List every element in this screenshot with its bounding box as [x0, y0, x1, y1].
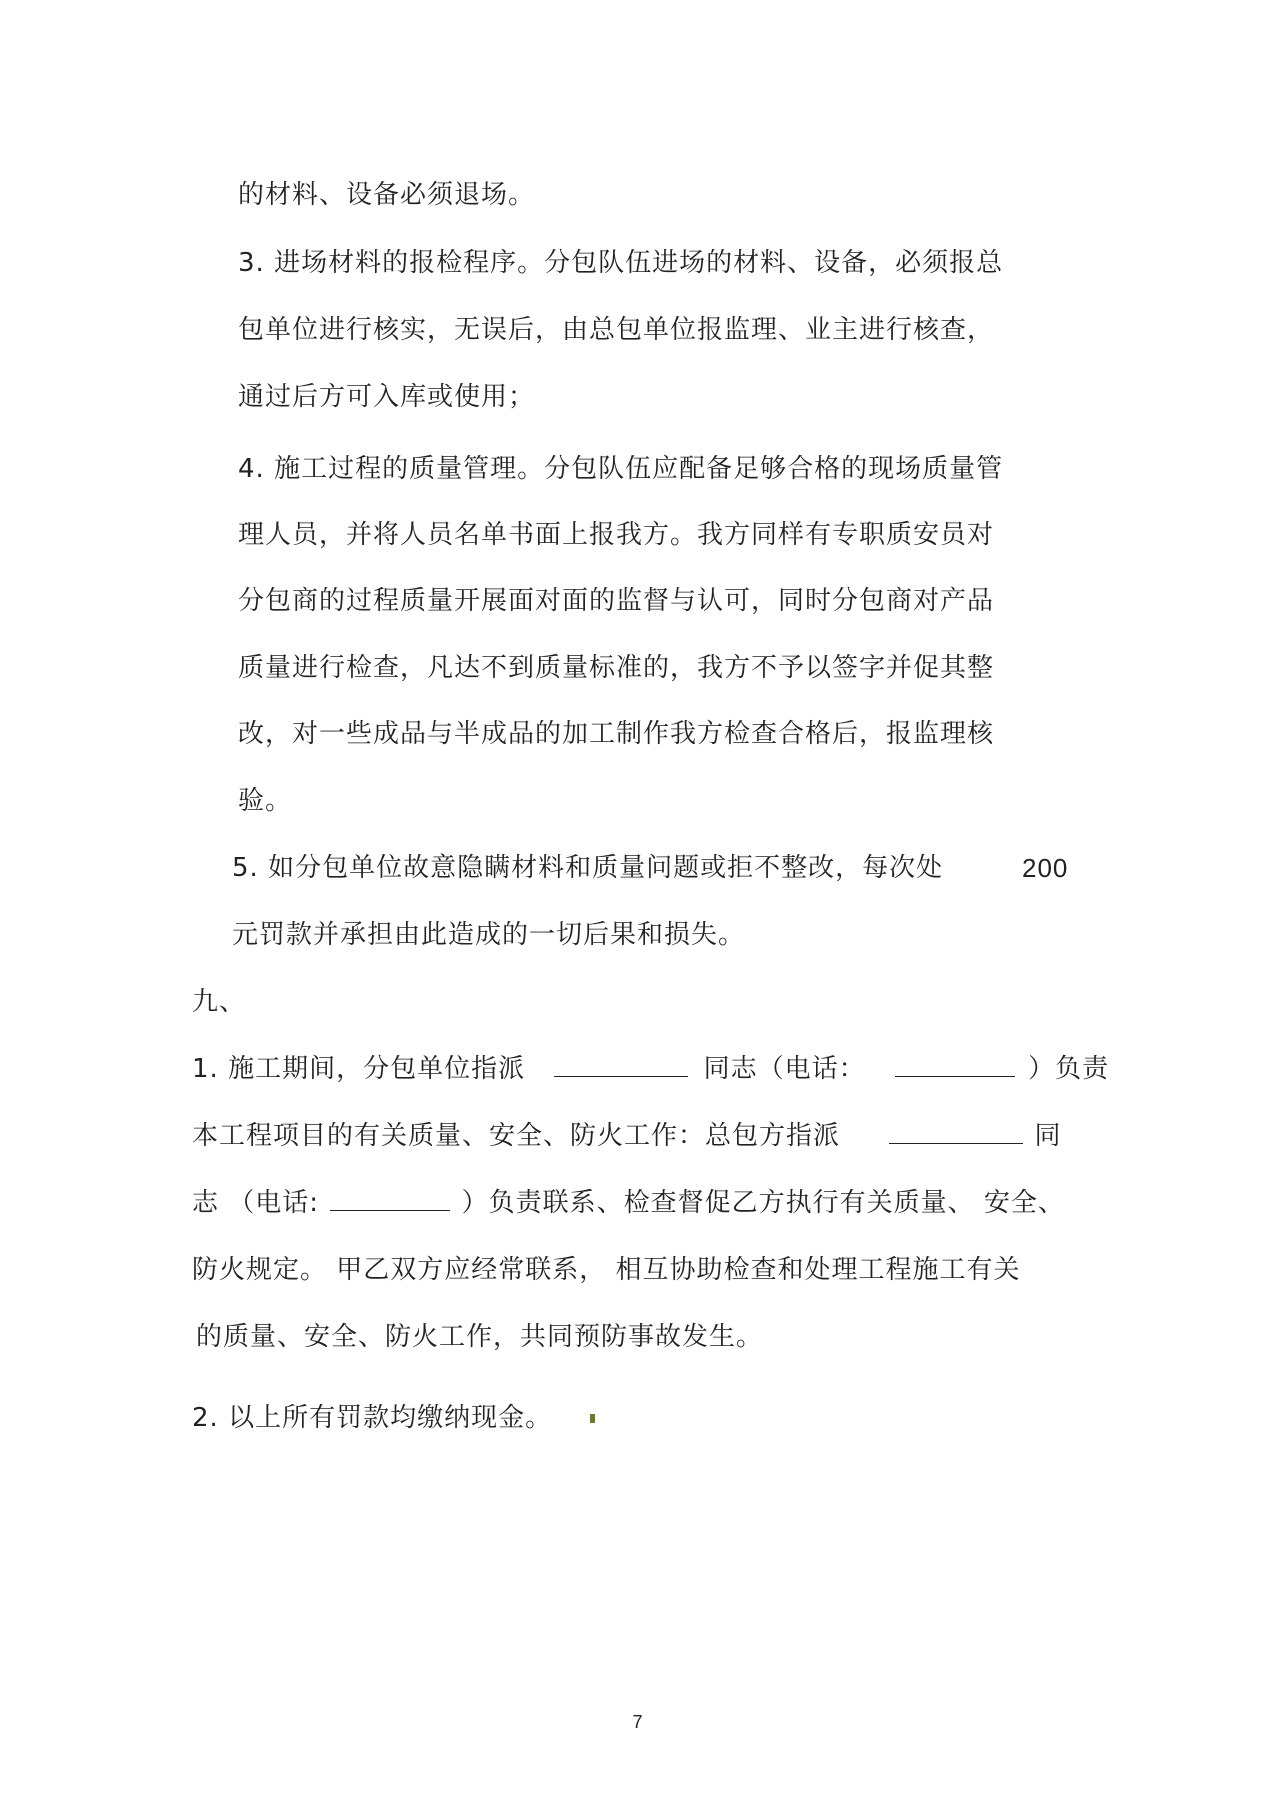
blank-line [330, 1188, 450, 1211]
section-9-line-3 [192, 1186, 1065, 1220]
blank-line [554, 1054, 688, 1077]
text-segment: 志 （电话: [192, 1188, 320, 1218]
text-segment: 同志（电话： [703, 1054, 866, 1084]
text-segment: 同 [1034, 1121, 1062, 1151]
text-segment: 1. 施工期间，分包单位指派 [192, 1054, 526, 1084]
section-9-line-6: 2. 以上所有罚款均缴纳现金。 [192, 1403, 553, 1433]
section-9-line-4: 防火规定。 甲乙双方应经常联系， 相互协助检查和处理工程施工有关 [192, 1255, 1021, 1285]
paragraph-line: 质量进行检查，凡达不到质量标准的，我方不予以签字并促其整 [238, 653, 995, 683]
paragraph-line: 包单位进行核实，无误后，由总包单位报监理、业主进行核查， [238, 315, 995, 345]
paragraph-line: 理人员，并将人员名单书面上报我方。我方同样有专职质安员对 [238, 520, 995, 550]
page-number: 7 [632, 1712, 643, 1732]
section-heading: 九、 [192, 987, 247, 1017]
paragraph-line: 改，对一些成品与半成品的加工制作我方检查合格后，报监理核 [238, 719, 995, 749]
paragraph-line: 3. 进场材料的报检程序。分包队伍进场的材料、设备，必须报总 [238, 248, 1004, 278]
blank-line [889, 1121, 1023, 1144]
section-9-line-2 [192, 1119, 1062, 1153]
item-5-text: 5. 如分包单位故意隐瞒材料和质量问题或拒不整改，每次处 [232, 853, 944, 883]
paragraph-line: 验。 [238, 786, 293, 816]
blank-line [895, 1054, 1015, 1077]
section-9-line-5: 的质量、安全、防火工作，共同预防事故发生。 [196, 1322, 764, 1352]
text-segment: 本工程项目的有关质量、安全、防火工作：总包方指派 [192, 1121, 841, 1151]
item-5-continued: 元罚款并承担由此造成的一切后果和损失。 [232, 920, 746, 950]
text-segment: ）负责联系、检查督促乙方执行有关质量、 安全、 [461, 1188, 1065, 1218]
text-segment: ）负责 [1028, 1054, 1110, 1084]
paragraph-line: 4. 施工过程的质量管理。分包队伍应配备足够合格的现场质量管 [238, 454, 1004, 484]
paragraph-line: 分包商的过程质量开展面对面的监督与认可，同时分包商对产品 [238, 586, 995, 616]
paragraph-line: 通过后方可入库或使用； [238, 382, 536, 412]
small-marker [590, 1414, 595, 1423]
paragraph-line: 的材料、设备必须退场。 [238, 180, 536, 210]
item-5-amount: 200 [1022, 853, 1069, 883]
section-9-line-1 [192, 1052, 1109, 1086]
